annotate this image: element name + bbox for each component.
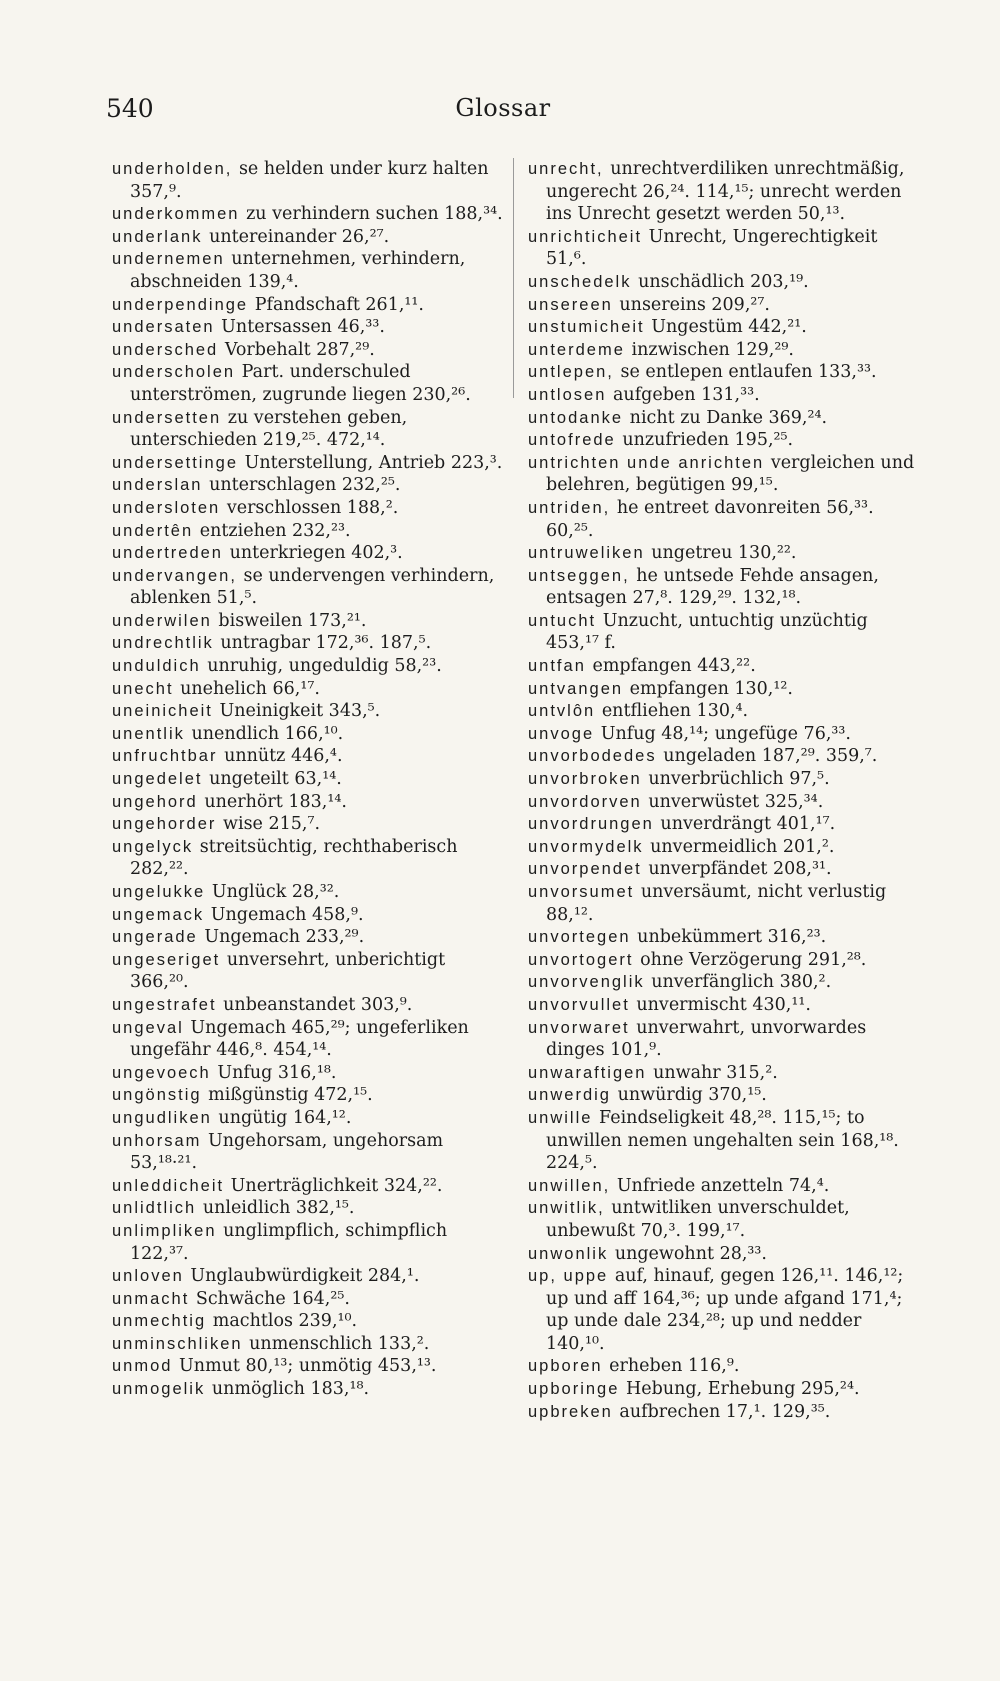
entry-headword: unmod: [112, 1357, 173, 1376]
entry-headword: ungedelet: [112, 770, 203, 789]
entry-definition: Vorbehalt 287,²⁹.: [224, 339, 375, 360]
glossary-entry: [112, 474, 504, 497]
entry-headword: undersloten: [112, 498, 221, 517]
entry-headword: unwaraftigen: [528, 1063, 647, 1082]
glossary-entry: [528, 791, 922, 814]
glossary-columns: [112, 158, 932, 1423]
glossary-entry: [112, 1197, 504, 1220]
entry-definition: Unfug 316,¹⁸.: [217, 1062, 337, 1083]
entry-definition: mißgünstig 472,¹⁵.: [208, 1085, 373, 1106]
glossary-entry: [112, 520, 504, 543]
glossary-entry: [528, 1107, 922, 1175]
entry-headword: ungestrafet: [112, 995, 217, 1014]
entry-headword: untlosen: [528, 385, 607, 404]
entry-headword: unentlik: [112, 724, 185, 743]
entry-definition: unvermeidlich 201,².: [650, 836, 835, 857]
entry-headword: unlidtlich: [112, 1199, 197, 1218]
glossary-entry: [528, 700, 922, 723]
entry-definition: entfliehen 130,⁴.: [601, 701, 749, 722]
entry-definition: unverwahrt, unvorwardes dinges 101,⁹.: [546, 1017, 867, 1061]
entry-headword: unmogelik: [112, 1380, 206, 1399]
running-head: Glossar: [455, 94, 551, 122]
entry-headword: ungehorder: [112, 815, 217, 834]
entry-definition: unbeanstandet 303,⁹.: [223, 994, 413, 1015]
glossary-entry: [112, 1265, 504, 1288]
glossary-entry: [112, 158, 504, 203]
entry-headword: untodanke: [528, 408, 624, 427]
entry-definition: empfangen 130,¹².: [629, 678, 793, 699]
entry-definition: se helden under kurz halten 357,⁹.: [130, 159, 489, 202]
entry-headword: unvormydelk: [528, 837, 644, 856]
glossary-entry: [112, 226, 504, 249]
entry-headword: untfan: [528, 657, 586, 676]
entry-definition: streitsüchtig, rechthaberisch 282,²².: [130, 836, 458, 880]
entry-definition: aufbrechen 17,¹. 129,³⁵.: [619, 1401, 831, 1422]
glossary-entry: [528, 1175, 922, 1198]
entry-headword: unmechtig: [112, 1312, 207, 1331]
glossary-entry: [112, 565, 504, 610]
glossary-entry: [528, 836, 922, 859]
entry-definition: unehelich 66,¹⁷.: [180, 678, 320, 699]
glossary-entry: [112, 1378, 504, 1401]
glossary-entry: [112, 294, 504, 317]
entry-headword: unvortogert: [528, 950, 634, 969]
entry-definition: unternehmen, verhindern, abschneiden 139,⁴.: [130, 249, 466, 292]
entry-headword: untvlôn: [528, 702, 596, 721]
right-column: [518, 158, 922, 1423]
glossary-entry: [528, 881, 922, 926]
entry-headword: ungönstig: [112, 1086, 202, 1105]
entry-headword: unhorsam: [112, 1131, 202, 1150]
entry-definition: unterkriegen 402,³.: [229, 543, 403, 564]
entry-headword: unwonlik: [528, 1244, 609, 1263]
glossary-entry: [528, 858, 922, 881]
entry-definition: unschädlich 203,¹⁹.: [638, 271, 809, 292]
glossary-entry: [112, 881, 504, 904]
glossary-entry: [112, 248, 504, 293]
entry-definition: Unfriede anzetteln 74,⁴.: [616, 1175, 830, 1196]
glossary-entry: [112, 1062, 504, 1085]
entry-definition: entziehen 232,²³.: [199, 520, 351, 541]
page-header: [106, 94, 900, 134]
entry-definition: aufgeben 131,³³.: [612, 384, 760, 405]
glossary-entry: [528, 678, 922, 701]
glossary-entry: [112, 339, 504, 362]
glossary-entry: [112, 678, 504, 701]
glossary-entry: [528, 994, 922, 1017]
entry-definition: unwürdig 370,¹⁵.: [617, 1085, 767, 1106]
entry-headword: undersaten: [112, 318, 215, 337]
entry-headword: unecht: [112, 679, 174, 698]
glossary-entry: [112, 361, 504, 406]
entry-headword: underwilen: [112, 611, 212, 630]
entry-definition: auf, hinauf, gegen 126,¹¹. 146,¹²; up und aff 164,³⁶; up unde afgand 171,⁴; up unde dale 234,²⁸; up und nedder 140,¹⁰.: [546, 1266, 904, 1354]
entry-headword: upboren: [528, 1357, 603, 1376]
entry-definition: unverfänglich 380,².: [651, 972, 832, 993]
entry-headword: untofrede: [528, 431, 616, 450]
glossary-entry: [528, 926, 922, 949]
entry-definition: ungeteilt 63,¹⁴.: [209, 769, 342, 790]
entry-definition: ungütig 164,¹².: [218, 1107, 352, 1128]
entry-headword: underpendinge: [112, 295, 249, 314]
entry-headword: unminschliken: [112, 1334, 243, 1353]
entry-headword: unstumicheit: [528, 318, 645, 337]
entry-definition: unnütz 446,⁴.: [224, 746, 343, 767]
glossary-entry: [528, 497, 922, 542]
entry-definition: unterschlagen 232,²⁵.: [209, 475, 401, 496]
entry-definition: inzwischen 129,²⁹.: [631, 339, 794, 360]
entry-headword: unschedelk: [528, 272, 632, 291]
entry-headword: ungehord: [112, 792, 198, 811]
entry-definition: bisweilen 173,²¹.: [218, 610, 367, 631]
entry-headword: unvorbroken: [528, 770, 642, 789]
entry-definition: untragbar 172,³⁶. 187,⁵.: [220, 633, 432, 654]
glossary-entry: [112, 452, 504, 475]
entry-headword: unrecht,: [528, 160, 604, 178]
entry-definition: ungetreu 130,²².: [651, 543, 797, 564]
entry-definition: ohne Verzögerung 291,²⁸.: [640, 949, 867, 970]
entry-headword: unvordrungen: [528, 815, 654, 834]
entry-definition: unwahr 315,².: [653, 1062, 778, 1083]
glossary-entry: [112, 497, 504, 520]
left-column: [112, 158, 504, 1423]
entry-headword: unleddicheit: [112, 1176, 225, 1195]
entry-definition: empfangen 443,²².: [592, 656, 756, 677]
glossary-entry: [112, 1017, 504, 1062]
glossary-entry: [528, 949, 922, 972]
entry-headword: unmacht: [112, 1289, 190, 1308]
glossary-entry: [112, 542, 504, 565]
entry-definition: Ungehorsam, ungehorsam 53,¹⁸·²¹.: [130, 1130, 444, 1174]
entry-definition: se entlepen entlaufen 133,³³.: [620, 362, 877, 383]
glossary-entry: [112, 1107, 504, 1130]
entry-headword: up, uppe: [528, 1267, 609, 1286]
glossary-entry: [528, 316, 922, 339]
glossary-entry: [112, 994, 504, 1017]
entry-definition: se undervengen verhindern, ablenken 51,⁵.: [130, 565, 495, 609]
entry-headword: uneinicheit: [112, 702, 213, 721]
entry-headword: unterdeme: [528, 340, 625, 359]
glossary-entry: [112, 203, 504, 226]
entry-headword: unvorwaret: [528, 1018, 630, 1037]
entry-definition: Ungemach 458,⁹.: [210, 904, 364, 925]
entry-definition: verschlossen 188,².: [226, 497, 399, 518]
entry-definition: Ungestüm 442,²¹.: [651, 317, 807, 338]
entry-definition: Untersassen 46,³³.: [221, 317, 385, 338]
glossary-entry: [112, 316, 504, 339]
entry-definition: unverpfändet 208,³¹.: [648, 859, 832, 880]
entry-definition: Unfug 48,¹⁴; ungefüge 76,³³.: [600, 723, 851, 744]
glossary-entry: [112, 407, 504, 452]
entry-definition: unmöglich 183,¹⁸.: [211, 1379, 370, 1400]
entry-definition: zu verhindern suchen 188,³⁴.: [246, 204, 503, 225]
entry-definition: untereinander 26,²⁷.: [209, 226, 390, 247]
entry-headword: unloven: [112, 1267, 184, 1286]
entry-definition: unzufrieden 195,²⁵.: [622, 430, 794, 451]
entry-definition: untwitliken unverschuldet, unbewußt 70,³. 199,¹⁷.: [546, 1198, 850, 1241]
glossary-entry: [528, 1265, 922, 1355]
entry-headword: untlepen,: [528, 363, 614, 382]
entry-headword: unvordorven: [528, 792, 642, 811]
entry-definition: unverwüstet 325,³⁴.: [648, 791, 824, 812]
glossary-entry: [528, 407, 922, 430]
entry-headword: undertên: [112, 521, 194, 540]
entry-definition: unbekümmert 316,²³.: [637, 927, 827, 948]
entry-definition: machtlos 239,¹⁰.: [212, 1311, 358, 1332]
entry-headword: unvorpendet: [528, 860, 642, 879]
glossary-entry: [528, 610, 922, 655]
glossary-entry: [112, 610, 504, 633]
entry-headword: ungeseriget: [112, 950, 221, 969]
entry-headword: unlimpliken: [112, 1221, 217, 1240]
entry-headword: upboringe: [528, 1380, 620, 1399]
entry-definition: unvermischt 430,¹¹.: [636, 994, 811, 1015]
glossary-entry: [528, 1062, 922, 1085]
entry-definition: Unterstellung, Antrieb 223,³.: [244, 452, 503, 473]
entry-definition: unerhört 183,¹⁴.: [204, 791, 347, 812]
entry-headword: untrichten unde anrichten: [528, 453, 765, 472]
entry-headword: undervangen,: [112, 566, 237, 585]
entry-headword: untriden,: [528, 498, 611, 517]
glossary-entry: [528, 1197, 922, 1242]
glossary-entry: [528, 723, 922, 746]
entry-headword: ungevoech: [112, 1063, 211, 1082]
glossary-entry: [112, 813, 504, 836]
glossary-entry: [528, 1243, 922, 1266]
entry-definition: Schwäche 164,²⁵.: [195, 1288, 350, 1309]
entry-definition: unversehrt, unberichtigt 366,²⁰.: [130, 949, 446, 993]
entry-headword: undersettinge: [112, 453, 238, 472]
entry-headword: undernemen: [112, 250, 225, 269]
glossary-entry: [528, 429, 922, 452]
glossary-entry: [112, 655, 504, 678]
entry-headword: unwille: [528, 1108, 593, 1127]
glossary-entry: [528, 384, 922, 407]
glossary-entry: [528, 452, 922, 497]
entry-definition: unverdrängt 401,¹⁷.: [660, 814, 836, 835]
entry-definition: unleidlich 382,¹⁵.: [202, 1198, 355, 1219]
entry-headword: undertreden: [112, 544, 223, 563]
entry-definition: unrechtverdiliken unrechtmäßig, ungerecht 26,²⁴. 114,¹⁵; unrecht werden ins Unrecht gesetzt werden 50,¹³.: [546, 159, 905, 225]
entry-headword: untruweliken: [528, 544, 645, 563]
entry-definition: Unmut 80,¹³; unmötig 453,¹³.: [179, 1356, 437, 1377]
glossary-entry: [528, 655, 922, 678]
glossary-entry: [528, 565, 922, 610]
entry-definition: Feindseligkeit 48,²⁸. 115,¹⁵; to unwillen nemen ungehalten sein 168,¹⁸. 224,⁵.: [546, 1107, 899, 1174]
entry-definition: zu verstehen geben, unterschieden 219,²⁵. 472,¹⁴.: [130, 407, 408, 451]
entry-definition: Unerträglichkeit 324,²².: [230, 1175, 443, 1196]
entry-headword: untucht: [528, 611, 597, 630]
glossary-entry: [528, 813, 922, 836]
entry-definition: wise 215,⁷.: [223, 814, 321, 835]
entry-definition: Unglück 28,³².: [211, 882, 340, 902]
entry-headword: unwitlik,: [528, 1199, 605, 1218]
entry-headword: undrechtlik: [112, 634, 214, 653]
glossary-entry: [528, 971, 922, 994]
glossary-entry: [112, 1220, 504, 1265]
entry-headword: unvortegen: [528, 928, 631, 947]
glossary-entry: [112, 632, 504, 655]
glossary-entry: [528, 1378, 922, 1401]
entry-headword: underscholen: [112, 363, 236, 382]
glossary-entry: [112, 1355, 504, 1378]
glossary-entry: [528, 226, 922, 271]
entry-definition: Uneinigkeit 343,⁵.: [219, 701, 381, 722]
glossary-entry: [528, 745, 922, 768]
entry-headword: unvorsumet: [528, 883, 635, 901]
entry-headword: ungeval: [112, 1018, 184, 1037]
entry-definition: unsereins 209,²⁷.: [619, 294, 770, 315]
glossary-entry: [112, 745, 504, 768]
glossary-entry: [528, 1017, 922, 1062]
entry-headword: underkommen: [112, 205, 240, 224]
entry-definition: Ungemach 233,²⁹.: [204, 927, 365, 948]
glossary-entry: [528, 361, 922, 384]
entry-definition: nicht zu Danke 369,²⁴.: [629, 407, 828, 428]
entry-definition: Hebung, Erhebung 295,²⁴.: [626, 1379, 860, 1400]
glossary-entry: [112, 700, 504, 723]
glossary-entry: [112, 791, 504, 814]
entry-definition: Ungemach 465,²⁹; ungeferliken ungefähr 446,⁸. 454,¹⁴.: [130, 1017, 469, 1061]
entry-definition: erheben 116,⁹.: [609, 1356, 740, 1377]
entry-definition: Unglaubwürdigkeit 284,¹.: [190, 1266, 420, 1287]
entry-headword: unvoge: [528, 724, 595, 743]
entry-headword: underslan: [112, 476, 203, 495]
entry-headword: upbreken: [528, 1402, 613, 1421]
glossary-entry: [112, 1288, 504, 1311]
glossary-entry: [112, 926, 504, 949]
page-number: 540: [106, 94, 154, 123]
glossary-entry: [112, 1333, 504, 1356]
glossary-entry: [528, 339, 922, 362]
entry-headword: underholden,: [112, 160, 233, 178]
entry-headword: underlank: [112, 227, 203, 246]
entry-headword: unvorvullet: [528, 995, 630, 1014]
glossary-entry: [528, 1401, 922, 1424]
entry-headword: untseggen,: [528, 566, 630, 585]
glossary-entry: [528, 158, 922, 226]
entry-definition: Unrecht, Ungerechtigkeit 51,⁶.: [546, 226, 878, 270]
entry-headword: unrichticheit: [528, 227, 643, 246]
entry-definition: unverbrüchlich 97,⁵.: [648, 769, 830, 790]
glossary-entry: [112, 949, 504, 994]
entry-headword: unvorbodedes: [528, 747, 657, 766]
glossary-entry: [528, 768, 922, 791]
entry-headword: undersetten: [112, 408, 222, 427]
glossary-entry: [112, 723, 504, 746]
entry-headword: undersched: [112, 340, 219, 359]
glossary-entry: [112, 768, 504, 791]
glossary-entry: [112, 1084, 504, 1107]
entry-definition: ungewohnt 28,³³.: [614, 1243, 767, 1264]
glossary-entry: [112, 1175, 504, 1198]
entry-headword: unwillen,: [528, 1176, 611, 1195]
entry-definition: Pfandschaft 261,¹¹.: [254, 294, 424, 315]
entry-definition: he untsede Fehde ansagen, entsagen 27,⁸. 129,²⁹. 132,¹⁸.: [546, 565, 879, 609]
entry-definition: ungeladen 187,²⁹. 359,⁷.: [663, 746, 878, 767]
glossary-entry: [112, 1130, 504, 1175]
entry-definition: unruhig, ungeduldig 58,²³.: [207, 656, 442, 677]
glossary-entry: [528, 1355, 922, 1378]
entry-definition: unmenschlich 133,².: [249, 1333, 430, 1354]
entry-headword: ungerade: [112, 928, 198, 947]
entry-headword: ungemack: [112, 905, 205, 924]
glossary-entry: [528, 271, 922, 294]
entry-headword: unvorvenglik: [528, 973, 645, 992]
glossary-entry: [528, 542, 922, 565]
entry-headword: ungelukke: [112, 883, 206, 901]
entry-headword: unsereen: [528, 295, 613, 314]
glossary-entry: [528, 1084, 922, 1107]
glossary-entry: [528, 294, 922, 317]
entry-definition: Unzucht, untuchtig unzüchtig 453,¹⁷ f.: [546, 610, 868, 654]
entry-headword: unwerdig: [528, 1086, 611, 1105]
entry-definition: vergleichen und belehren, begütigen 99,¹⁵.: [546, 452, 915, 496]
glossary-entry: [112, 904, 504, 927]
glossary-entry: [112, 836, 504, 881]
entry-definition: unglimpflich, schimpflich 122,³⁷.: [130, 1220, 448, 1264]
entry-definition: he entreet davonreiten 56,³³. 60,²⁵.: [546, 497, 874, 541]
entry-definition: unendlich 166,¹⁰.: [191, 723, 344, 744]
entry-headword: unduldich: [112, 657, 201, 676]
entry-definition: unversäumt, nicht verlustig 88,¹².: [546, 882, 887, 925]
glossary-entry: [112, 1310, 504, 1333]
entry-headword: unfruchtbar: [112, 747, 218, 766]
entry-headword: ungelyck: [112, 837, 194, 856]
entry-headword: ungudliken: [112, 1108, 212, 1127]
entry-headword: untvangen: [528, 679, 624, 698]
entry-definition: Part. underschuled unterströmen, zugrunde liegen 230,²⁶.: [130, 362, 471, 405]
